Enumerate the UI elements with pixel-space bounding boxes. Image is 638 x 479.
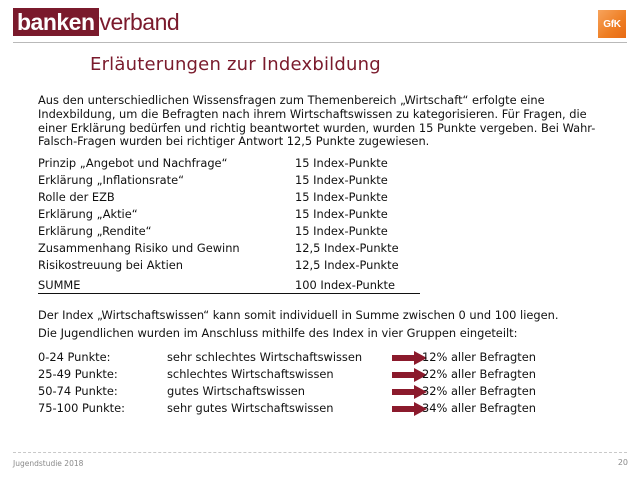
group-row: [38, 401, 598, 417]
group-description: sehr schlechtes Wirtschaftswissen: [167, 350, 363, 364]
group-row: [38, 367, 598, 383]
sum-value: 100 Index-Punkte: [295, 278, 396, 292]
group-share: 12% aller Befragten: [422, 350, 536, 364]
group-share: 22% aller Befragten: [422, 367, 536, 381]
grouping-sentence: Die Jugendlichen wurden im Anschluss mithilfe des Index in vier Gruppen eingeteilt:: [38, 326, 518, 340]
scoring-value: 12,5 Index-Punkte: [295, 258, 399, 272]
page-title: Erläuterungen zur Indexbildung: [90, 54, 381, 75]
footer-study-name: Jugendstudie 2018: [13, 459, 84, 468]
page-number: 20: [617, 458, 628, 467]
bankenverband-logo: [13, 8, 179, 36]
scoring-row: [38, 258, 438, 273]
scoring-value: 15 Index-Punkte: [295, 207, 388, 221]
group-range: 0-24 Punkte:: [38, 350, 111, 364]
group-share: 32% aller Befragten: [422, 384, 536, 398]
group-row: [38, 384, 598, 400]
group-row: [38, 350, 598, 366]
group-share: 34% aller Befragten: [422, 401, 536, 415]
scoring-row: [38, 190, 438, 205]
index-range-sentence: Der Index „Wirtschaftswissen“ kann somit individuell in Summe zwischen 0 und 100 liegen.: [38, 308, 559, 322]
scoring-label: Rolle der EZB: [38, 190, 115, 204]
scoring-row: [38, 241, 438, 256]
scoring-value: 15 Index-Punkte: [295, 190, 388, 204]
scoring-value: 15 Index-Punkte: [295, 156, 388, 170]
group-range: 25-49 Punkte:: [38, 367, 118, 381]
scoring-row: [38, 224, 438, 239]
group-range: 50-74 Punkte:: [38, 384, 118, 398]
logo-part-verband: verband: [99, 9, 180, 35]
scoring-row: [38, 173, 438, 188]
scoring-label: Risikostreuung bei Aktien: [38, 258, 183, 272]
group-description: schlechtes Wirtschaftswissen: [167, 367, 334, 381]
scoring-row: [38, 207, 438, 222]
scoring-label: Erklärung „Inflationsrate“: [38, 173, 185, 187]
scoring-label: Prinzip „Angebot und Nachfrage“: [38, 156, 228, 170]
group-description: gutes Wirtschaftswissen: [167, 384, 305, 398]
scoring-value: 15 Index-Punkte: [295, 224, 388, 238]
footer-divider: [13, 452, 627, 453]
scoring-label: Zusammenhang Risiko und Gewinn: [38, 241, 240, 255]
scoring-value: 12,5 Index-Punkte: [295, 241, 399, 255]
scoring-label: Erklärung „Rendite“: [38, 224, 152, 238]
sum-underline: [38, 293, 420, 294]
scoring-value: 15 Index-Punkte: [295, 173, 388, 187]
sum-row: [38, 278, 438, 293]
index-explanation: [38, 306, 618, 342]
header-divider: [13, 42, 627, 43]
scoring-label: Erklärung „Aktie“: [38, 207, 138, 221]
logo-part-banken: banken: [13, 8, 99, 36]
intro-paragraph: Aus den unterschiedlichen Wissensfragen zum Themenbereich „Wirtschaft“ erfolgte eine Indexbildung, um die Befragten nach ihrem Wirtschaftswissen zu kategorisieren. Für Fragen, die einer Erklärung bedürfen und richtig beantwortet wurden, wurden 15 Punkte vergeben. Bei Wahr-Falsch-Fragen wurden bei richtiger Antwort 12,5 Punkte zugewiesen.: [38, 93, 596, 149]
scoring-row: [38, 156, 438, 171]
gfk-logo: GfK: [598, 10, 626, 38]
sum-label: SUMME: [38, 278, 81, 292]
group-range: 75-100 Punkte:: [38, 401, 125, 415]
group-description: sehr gutes Wirtschaftswissen: [167, 401, 334, 415]
